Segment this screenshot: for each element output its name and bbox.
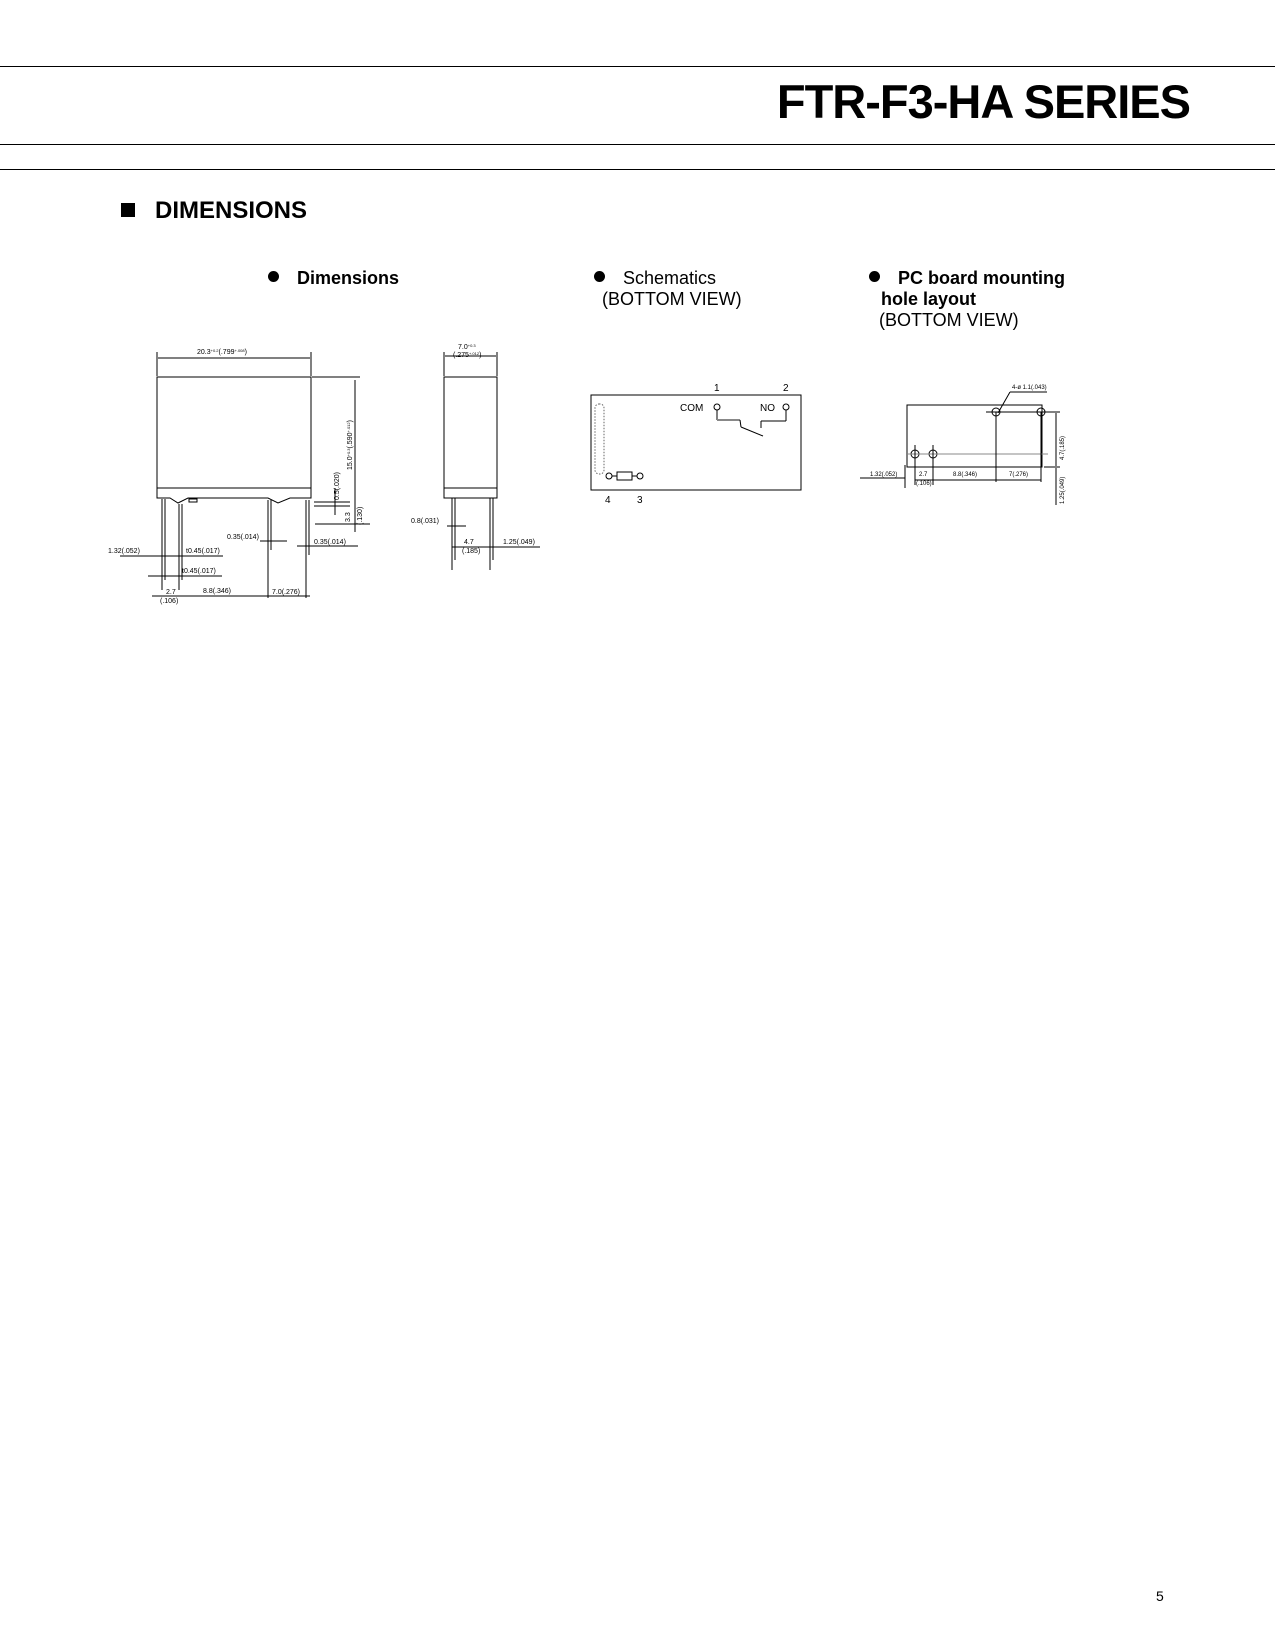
svg-text:0.35(.014): 0.35(.014) [314, 539, 346, 546]
svg-text:(.275+.012): $(.275^{+.012})$ [453, 351, 482, 359]
square-bullet-icon [121, 203, 135, 217]
svg-text:t0.45(.017): t0.45(.017) [186, 548, 220, 555]
svg-text:1.25(.049): 1.25(.049) [503, 539, 535, 546]
svg-text:8.8(.346): 8.8(.346) [953, 472, 978, 478]
svg-text:t0.45(.017): t0.45(.017) [182, 568, 216, 575]
series-title: FTR-F3-HA SERIES [776, 75, 1190, 128]
svg-text:(.106): (.106) [916, 481, 932, 487]
svg-text:1.32(.052): 1.32(.052) [108, 548, 140, 555]
svg-text:1: 1 [714, 383, 720, 394]
svg-text:4.7(.185): 4.7(.185) [1060, 435, 1066, 460]
svg-text:8.8(.346): 8.8(.346) [203, 588, 232, 595]
section-title: DIMENSIONS [155, 197, 308, 224]
pcb-hole-layout-drawing [860, 370, 1080, 510]
subsection-pcb-layout: PC board mounting hole layout (BOTTOM VIEW) [869, 268, 1065, 331]
bullet-icon [594, 271, 605, 282]
svg-text:COM: COM [680, 403, 704, 414]
page-number: 5 [1156, 1588, 1164, 1604]
svg-text:2: 2 [783, 383, 789, 394]
svg-text:(.106): (.106) [160, 598, 179, 605]
top-rule [0, 66, 1275, 67]
subsection-dimensions: Dimensions [268, 268, 399, 289]
svg-text:(.185): (.185) [462, 548, 481, 555]
svg-text:3: 3 [637, 495, 643, 506]
svg-text:7.0(.276): 7.0(.276) [272, 589, 301, 596]
view-note: (BOTTOM VIEW) [602, 289, 742, 309]
svg-text:0.5(.020): 0.5(.020) [334, 471, 341, 500]
side-view-drawing [400, 340, 550, 580]
svg-text:0.8(.031): 0.8(.031) [411, 518, 440, 525]
svg-text:4: 4 [605, 495, 611, 506]
svg-text:0.35(.014): 0.35(.014) [227, 534, 259, 541]
svg-text:20.3+0.2(.799+.008): $20.3^{+0.2}(.799^{+.008})$ [197, 348, 247, 356]
front-view-drawing [100, 340, 400, 620]
section-top-rule [0, 169, 1275, 170]
svg-text:NO: NO [760, 403, 775, 414]
subsection-schematics: Schematics (BOTTOM VIEW) [594, 268, 742, 310]
svg-text:(.130): (.130) [357, 506, 364, 525]
svg-text:1.25(.049): 1.25(.049) [1060, 476, 1066, 504]
bullet-icon [869, 271, 880, 282]
schematic-drawing [580, 380, 810, 510]
svg-text:4.7: 4.7 [464, 539, 474, 546]
svg-text:15.0+0.3(.590+.012): $15.0^{+0.3}(.590^{+.012})$ [346, 420, 354, 470]
header-bottom-rule [0, 144, 1275, 145]
svg-text:7(.276): 7(.276) [1009, 472, 1029, 478]
svg-text:7.0+0.3: $7.0^{+0.3}$ [458, 343, 476, 351]
svg-text:1.32(.052): 1.32(.052) [870, 472, 898, 478]
section-heading [121, 196, 307, 226]
svg-text:2.7: 2.7 [166, 589, 176, 596]
svg-text:3.3: 3.3 [345, 512, 352, 522]
bullet-icon [268, 271, 279, 282]
svg-text:4-ø 1.1(.043): 4-ø 1.1(.043) [1012, 385, 1047, 391]
svg-text:2.7: 2.7 [919, 472, 928, 478]
view-note: (BOTTOM VIEW) [879, 310, 1019, 330]
